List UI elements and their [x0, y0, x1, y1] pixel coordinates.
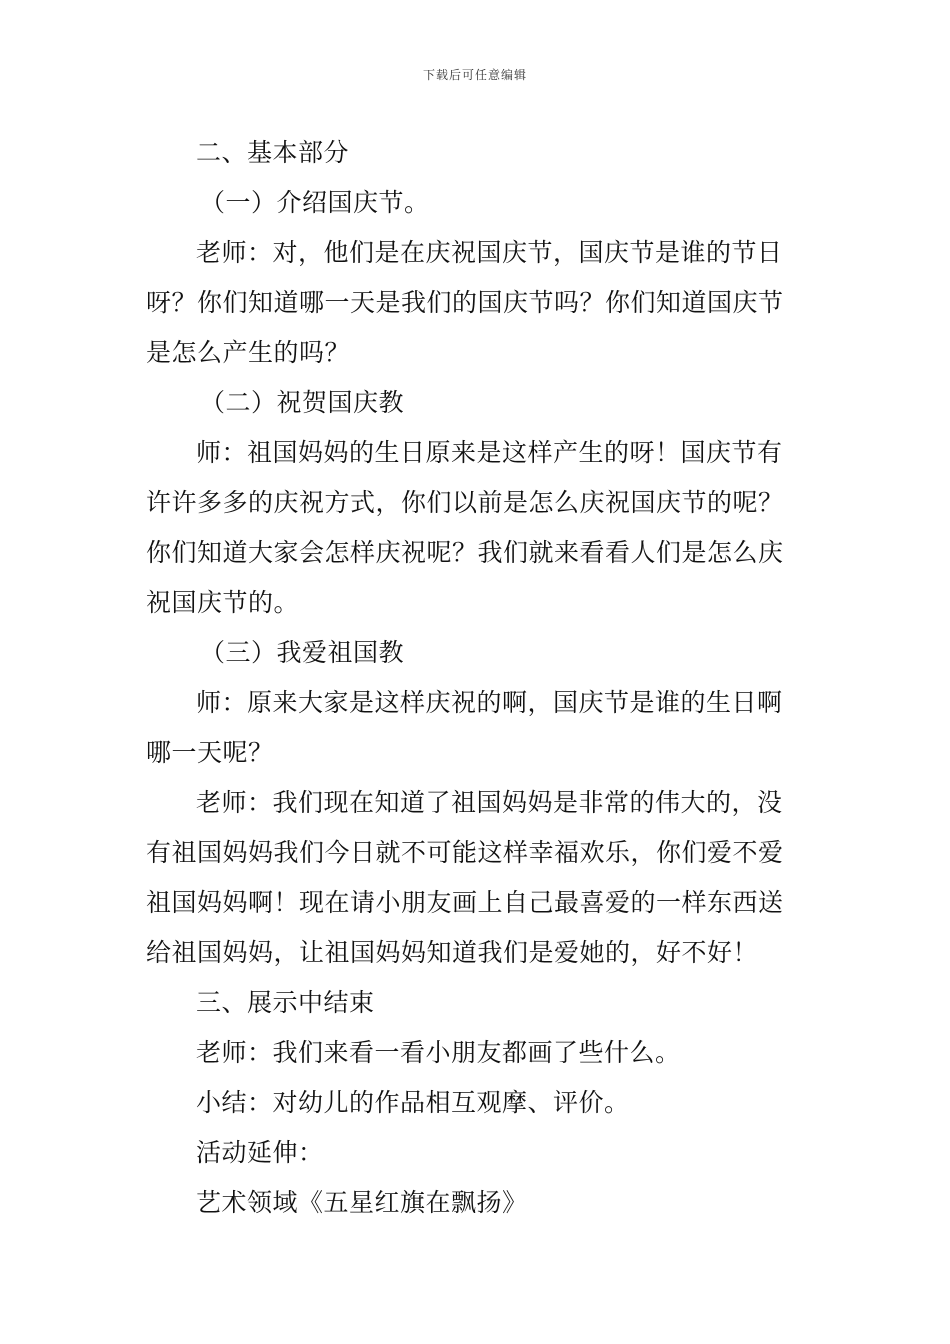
paragraph-teacher-1: 老师：对，他们是在庆祝国庆节，国庆节是谁的节日呀？你们知道哪一天是我们的国庆节吗？你们知道国庆节是怎么产生的吗？: [146, 238, 784, 367]
section-heading-ending: 三、展示中结束: [196, 988, 375, 1017]
subsection-heading-3: （三）我爱祖国教: [200, 638, 405, 667]
page-header-note: 下载后可任意编辑: [422, 68, 527, 82]
section-heading-basic: 二、基本部分: [196, 138, 350, 167]
document-body: [146, 128, 806, 1228]
paragraph-teacher-2: 师：祖国妈妈的生日原来是这样产生的呀！国庆节有许许多多的庆祝方式，你们以前是怎么庆祝国庆节的呢？你们知道大家会怎样庆祝呢？我们就来看看人们是怎么庆祝国庆节的。: [146, 438, 784, 617]
paragraph-teacher-3: 师：原来大家是这样庆祝的啊，国庆节是谁的生日啊哪一天呢？: [146, 688, 783, 767]
paragraph-teacher-4: 老师：我们现在知道了祖国妈妈是非常的伟大的，没有祖国妈妈我们今日就不可能这样幸福欢乐，你们爱不爱祖国妈妈啊！现在请小朋友画上自己最喜爱的一样东西送给祖国妈妈，让祖国妈妈知道我们是爱她的，好不好！: [146, 788, 784, 967]
subsection-heading-2: （二）祝贺国庆教: [200, 388, 405, 417]
paragraph-summary: 小结：对幼儿的作品相互观摩、评价。: [196, 1088, 630, 1117]
paragraph-extension-label: 活动延伸：: [196, 1138, 324, 1167]
subsection-heading-1: （一）介绍国庆节。: [200, 188, 430, 217]
paragraph-teacher-5: 老师：我们来看一看小朋友都画了些什么。: [196, 1038, 681, 1067]
paragraph-extension-art: 艺术领域《五星红旗在飘扬》: [196, 1188, 528, 1217]
